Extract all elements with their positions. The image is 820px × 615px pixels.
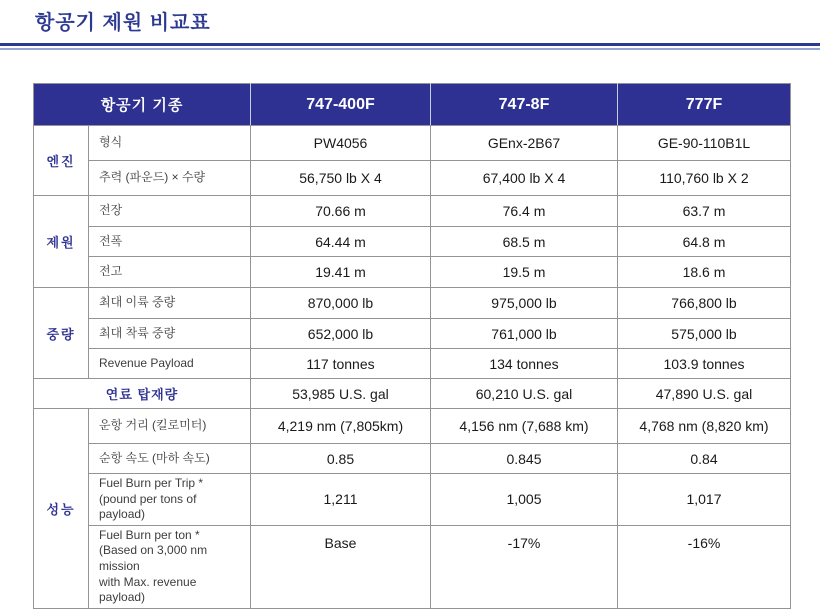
row-label-line: Fuel Burn per Trip * <box>99 476 204 490</box>
category-dimensions: 제원 <box>34 196 89 288</box>
spec-value: 64.8 m <box>618 227 791 257</box>
row-label-line: (Based on 3,000 nm mission <box>99 543 208 573</box>
spec-value: 652,000 lb <box>251 319 431 349</box>
spec-value: 0.84 <box>618 444 791 474</box>
spec-value: 68.5 m <box>431 227 618 257</box>
spec-value: 56,750 lb X 4 <box>251 161 431 196</box>
spec-value: 0.845 <box>431 444 618 474</box>
row-fuel-burn-per-ton <box>34 525 791 608</box>
title-divider <box>0 43 820 50</box>
row-label-height: 전고 <box>89 257 251 288</box>
row-range <box>34 409 791 444</box>
header-aircraft-type: 항공기 기종 <box>34 84 251 126</box>
spec-value: 53,985 U.S. gal <box>251 379 431 409</box>
row-label-revenue-payload: Revenue Payload <box>89 349 251 379</box>
spec-value: 19.41 m <box>251 257 431 288</box>
spec-value: PW4056 <box>251 126 431 161</box>
row-length <box>34 196 791 227</box>
header-model-747-400f: 747-400F <box>251 84 431 126</box>
spec-value: 19.5 m <box>431 257 618 288</box>
spec-value: 761,000 lb <box>431 319 618 349</box>
row-label-engine-model: 형식 <box>89 126 251 161</box>
spec-value: 575,000 lb <box>618 319 791 349</box>
spec-value: 766,800 lb <box>618 288 791 319</box>
aircraft-spec-table <box>33 83 791 609</box>
row-label-fuel-capacity: 연료 탑재량 <box>34 379 251 409</box>
row-fuel-capacity <box>34 379 791 409</box>
row-wingspan <box>34 227 791 257</box>
row-label-line: with Max. revenue payload) <box>99 574 197 605</box>
spec-value: 47,890 U.S. gal <box>618 379 791 409</box>
spec-value: 0.85 <box>251 444 431 474</box>
spec-value: 64.44 m <box>251 227 431 257</box>
spec-value: 1,017 <box>618 474 791 526</box>
category-performance: 성능 <box>34 409 89 609</box>
category-engine: 엔진 <box>34 126 89 196</box>
row-label-line: Fuel Burn per ton * <box>99 527 200 542</box>
spec-value: 117 tonnes <box>251 349 431 379</box>
row-height <box>34 257 791 288</box>
spec-value: 1,005 <box>431 474 618 526</box>
spec-value: 63.7 m <box>618 196 791 227</box>
row-label-wingspan: 전폭 <box>89 227 251 257</box>
spec-value: 4,156 nm (7,688 km) <box>431 409 618 444</box>
spec-value: 4,768 nm (8,820 km) <box>618 409 791 444</box>
header-model-777f: 777F <box>618 84 791 126</box>
spec-value: 1,211 <box>251 474 431 526</box>
spec-value: 4,219 nm (7,805km) <box>251 409 431 444</box>
row-label-max-takeoff-weight: 최대 이륙 중량 <box>89 288 251 319</box>
header-model-747-8f: 747-8F <box>431 84 618 126</box>
row-max-landing-weight <box>34 319 791 349</box>
row-label-line: (pound per tons of payload) <box>99 491 197 522</box>
row-engine-thrust <box>34 161 791 196</box>
spec-value: 76.4 m <box>431 196 618 227</box>
row-cruise-speed <box>34 444 791 474</box>
spec-value: 67,400 lb X 4 <box>431 161 618 196</box>
spec-value: 18.6 m <box>618 257 791 288</box>
row-label-engine-thrust: 추력 (파운드) × 수량 <box>89 161 251 196</box>
row-label-length: 전장 <box>89 196 251 227</box>
table-header-row <box>34 84 791 126</box>
category-weight: 중량 <box>34 288 89 379</box>
row-label-fuel-burn-per-trip <box>89 474 251 526</box>
row-revenue-payload <box>34 349 791 379</box>
row-label-max-landing-weight: 최대 착륙 중량 <box>89 319 251 349</box>
spec-value: -16% <box>618 525 791 608</box>
spec-value: 870,000 lb <box>251 288 431 319</box>
spec-value: 975,000 lb <box>431 288 618 319</box>
spec-value: GE-90-110B1L <box>618 126 791 161</box>
row-label-fuel-burn-per-ton <box>89 525 251 608</box>
spec-value: 70.66 m <box>251 196 431 227</box>
spec-value: -17% <box>431 525 618 608</box>
spec-value: 60,210 U.S. gal <box>431 379 618 409</box>
row-label-range: 운항 거리 (킬로미터) <box>89 409 251 444</box>
spec-value: GEnx-2B67 <box>431 126 618 161</box>
row-max-takeoff-weight <box>34 288 791 319</box>
spec-value: 110,760 lb X 2 <box>618 161 791 196</box>
row-fuel-burn-per-trip <box>34 474 791 526</box>
spec-value: Base <box>251 525 431 608</box>
row-label-cruise-speed: 순항 속도 (마하 속도) <box>89 444 251 474</box>
page-title: 항공기 제원 비교표 <box>35 12 211 34</box>
spec-value: 134 tonnes <box>431 349 618 379</box>
row-engine-model <box>34 126 791 161</box>
spec-value: 103.9 tonnes <box>618 349 791 379</box>
